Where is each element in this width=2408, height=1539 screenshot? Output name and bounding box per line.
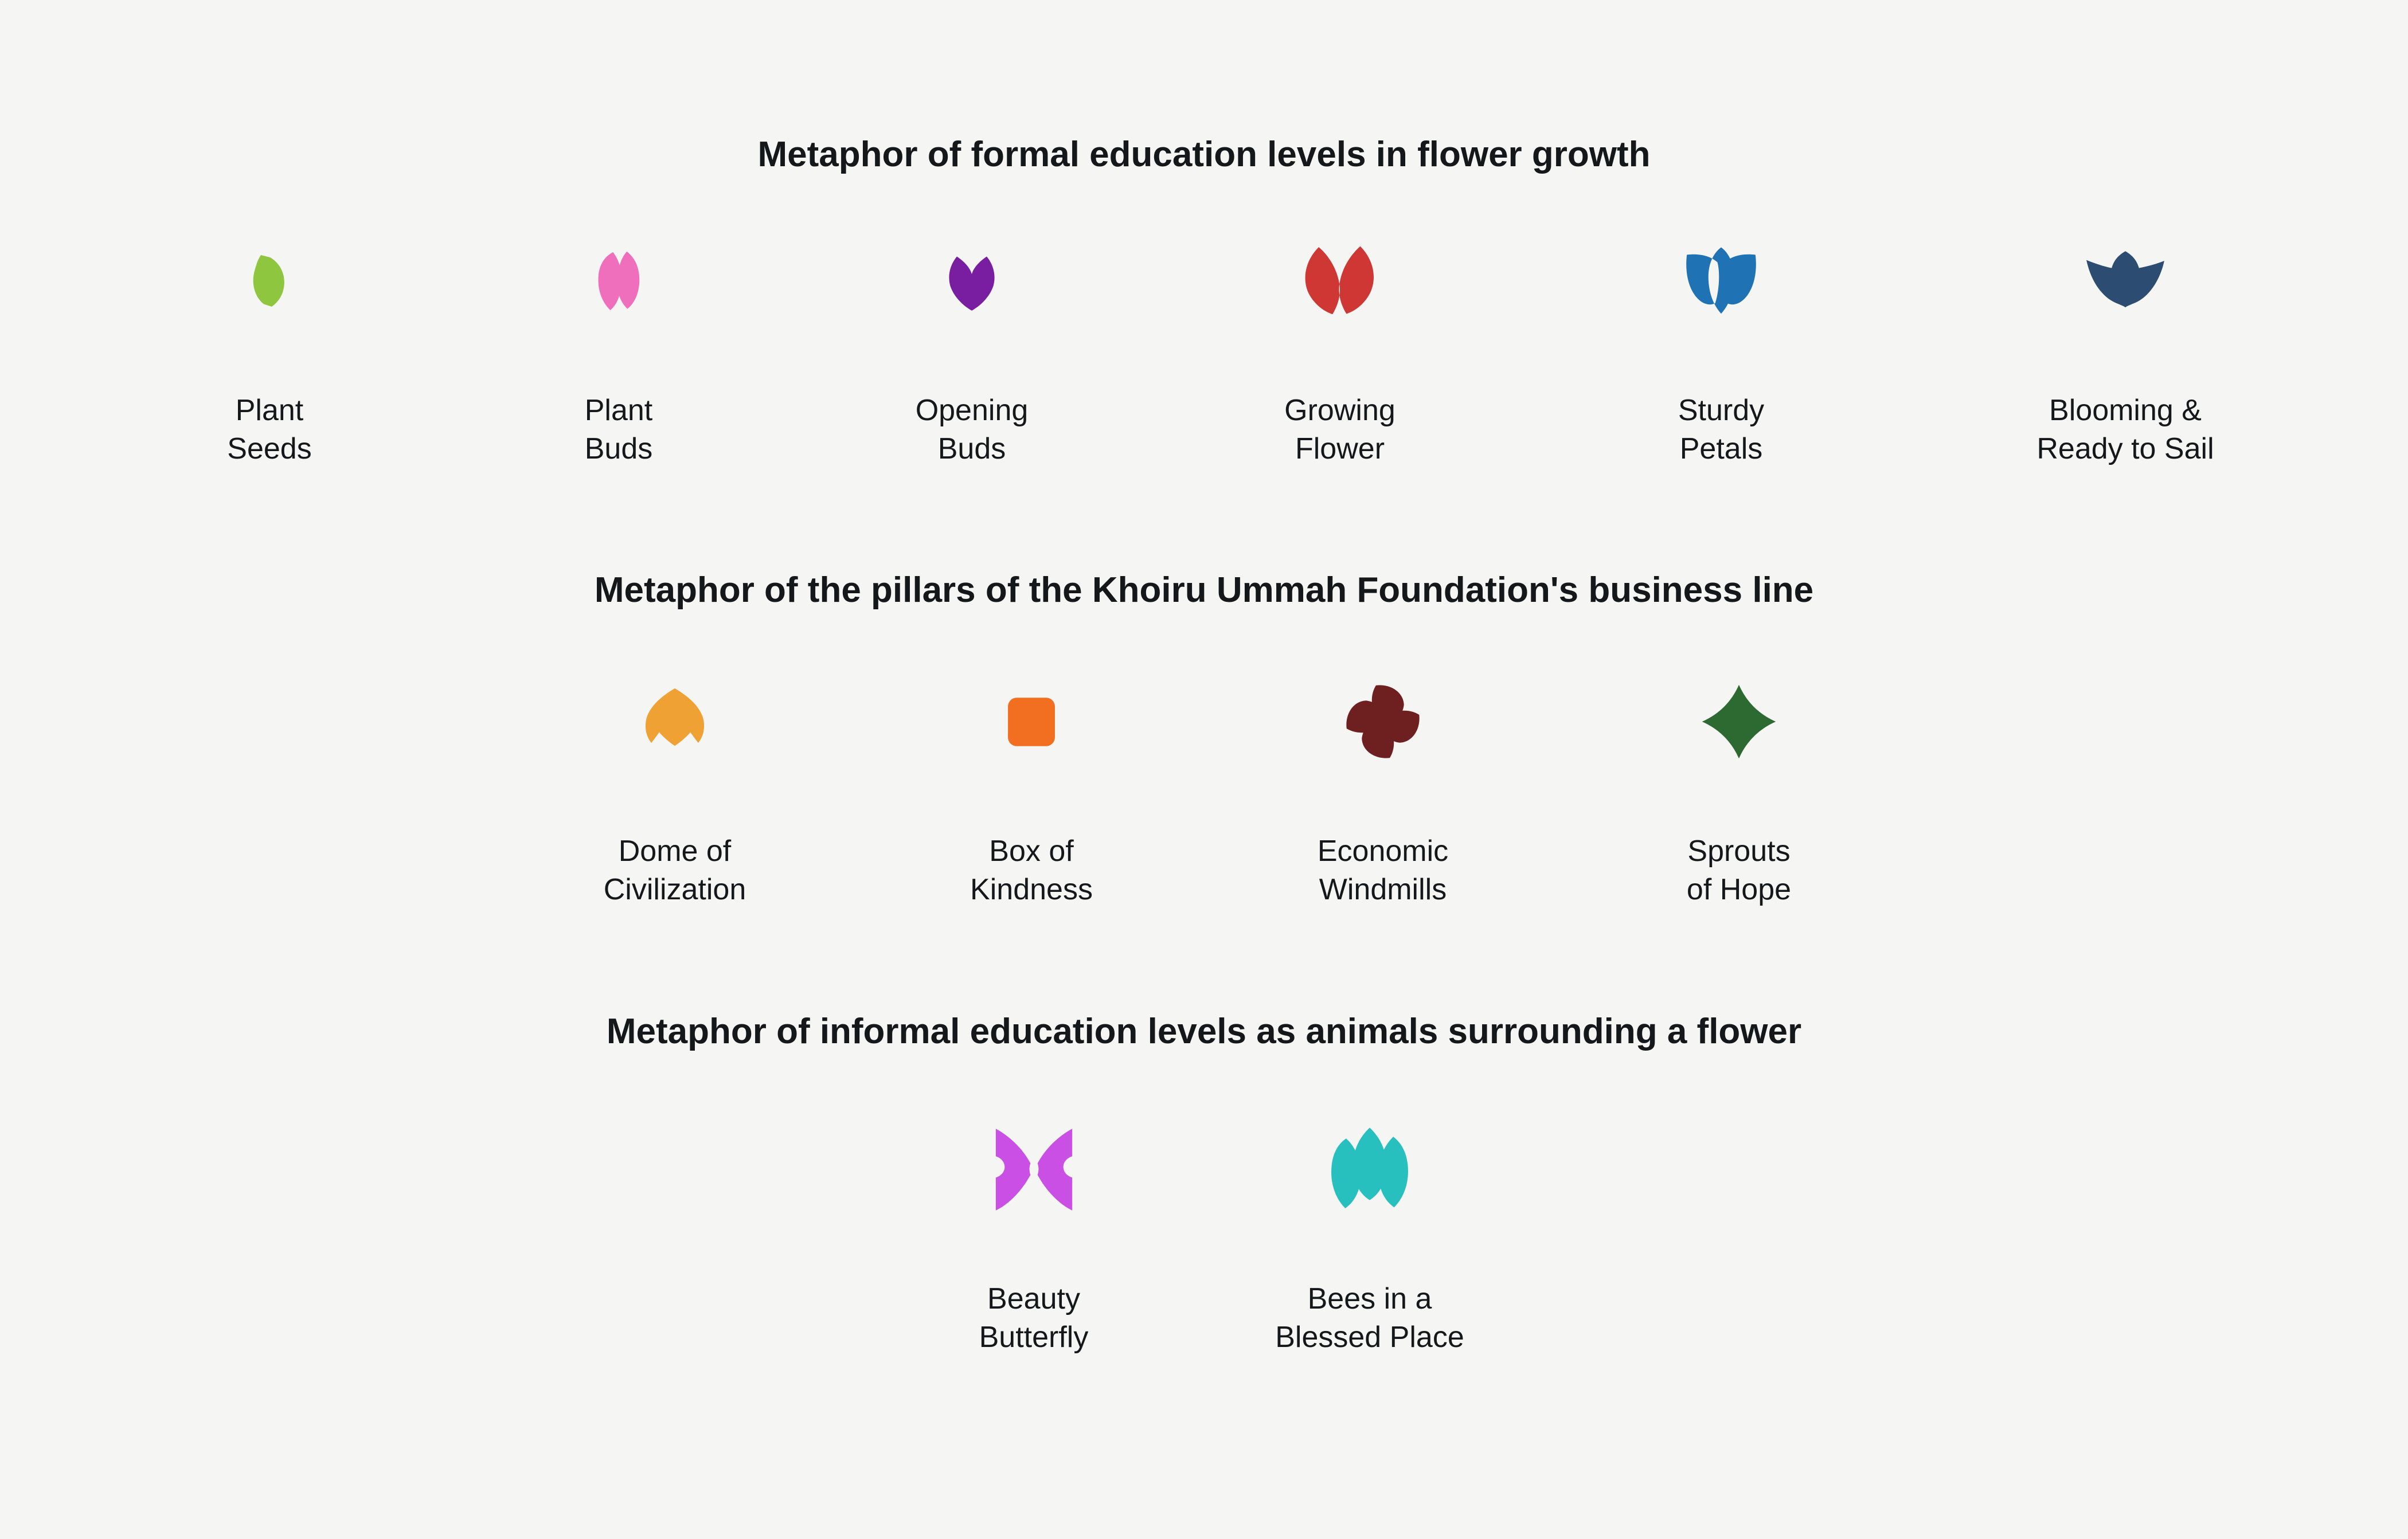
plant-seeds-shape xyxy=(253,255,284,307)
label-line-1: Bees in a xyxy=(1307,1282,1432,1315)
growing-flower-label xyxy=(1225,391,1455,468)
sprouts-of-hope-label xyxy=(1624,832,1854,909)
dome-of-civilization-shape xyxy=(646,688,704,746)
label-line-1: Sprouts xyxy=(1687,835,1791,868)
label-line-2: Ready to Sail xyxy=(2036,432,2214,465)
bees-in-a-blessed-place-label xyxy=(1255,1280,1484,1357)
label-line-2: Butterfly xyxy=(979,1321,1089,1354)
label-line-2: Kindness xyxy=(970,873,1093,906)
section-title-foundation-pillars: Metaphor of the pillars of the Khoiru Ummah Foundation's business line xyxy=(594,570,1814,610)
label-line-1: Economic xyxy=(1317,835,1449,868)
opening-buds-label xyxy=(857,391,1086,468)
beauty-butterfly-shape xyxy=(996,1129,1072,1211)
label-line-2: Buds xyxy=(584,432,653,465)
bees-in-a-blessed-place-shape xyxy=(1331,1127,1408,1208)
growing-flower-shape xyxy=(1305,246,1374,315)
dome-of-civilization-icon xyxy=(628,684,722,759)
dome-of-civilization-label xyxy=(560,832,789,909)
label-line-1: Beauty xyxy=(987,1282,1080,1315)
beauty-butterfly-icon xyxy=(990,1123,1078,1216)
plant-buds-icon xyxy=(586,240,652,323)
label-line-1: Opening xyxy=(915,394,1029,427)
plant-buds-label xyxy=(504,391,733,468)
economic-windmills-shape xyxy=(1340,679,1426,765)
economic-windmills-icon xyxy=(1338,679,1428,765)
label-line-1: Dome of xyxy=(618,835,732,868)
label-line-1: Plant xyxy=(235,394,304,427)
label-line-2: of Hope xyxy=(1686,873,1792,906)
label-line-1: Blooming & xyxy=(2049,394,2202,427)
blooming-ready-to-sail-shape xyxy=(2086,251,2164,307)
label-line-2: Windmills xyxy=(1319,873,1447,906)
label-line-2: Flower xyxy=(1295,432,1385,465)
box-of-kindness-icon xyxy=(995,684,1068,759)
beauty-butterfly-label xyxy=(919,1280,1148,1357)
sturdy-petals-label xyxy=(1606,391,1836,468)
label-line-2: Seeds xyxy=(227,432,312,465)
label-line-2: Blessed Place xyxy=(1275,1321,1464,1354)
label-line-1: Growing xyxy=(1284,394,1395,427)
label-line-1: Plant xyxy=(584,394,653,427)
label-line-2: Buds xyxy=(937,432,1006,465)
label-line-2: Petals xyxy=(1679,432,1763,465)
growing-flower-icon xyxy=(1296,240,1383,322)
opening-buds-icon xyxy=(938,241,1006,321)
plant-seeds-label xyxy=(155,391,384,468)
opening-buds-shape xyxy=(949,257,994,311)
label-line-1: Box of xyxy=(989,835,1074,868)
label-line-1: Sturdy xyxy=(1678,394,1765,427)
box-of-kindness-shape xyxy=(1008,698,1055,746)
section-title-formal-education: Metaphor of formal education levels in flower growth xyxy=(757,135,1651,174)
plant-buds-shape xyxy=(598,252,639,310)
sturdy-petals-shape xyxy=(1686,248,1756,314)
bees-in-a-blessed-place-icon xyxy=(1320,1124,1420,1215)
economic-windmills-label xyxy=(1268,832,1498,909)
sturdy-petals-icon xyxy=(1670,244,1772,318)
box-of-kindness-label xyxy=(917,832,1146,909)
blooming-ready-to-sail-label xyxy=(2011,391,2240,468)
blooming-ready-to-sail-icon xyxy=(2069,241,2182,321)
plant-seeds-icon xyxy=(241,241,298,321)
label-line-2: Civilization xyxy=(603,873,746,906)
sprouts-of-hope-icon xyxy=(1697,680,1781,763)
section-title-informal-education: Metaphor of informal education levels as animals surrounding a flower xyxy=(606,1012,1802,1051)
sprouts-of-hope-shape xyxy=(1702,685,1776,758)
